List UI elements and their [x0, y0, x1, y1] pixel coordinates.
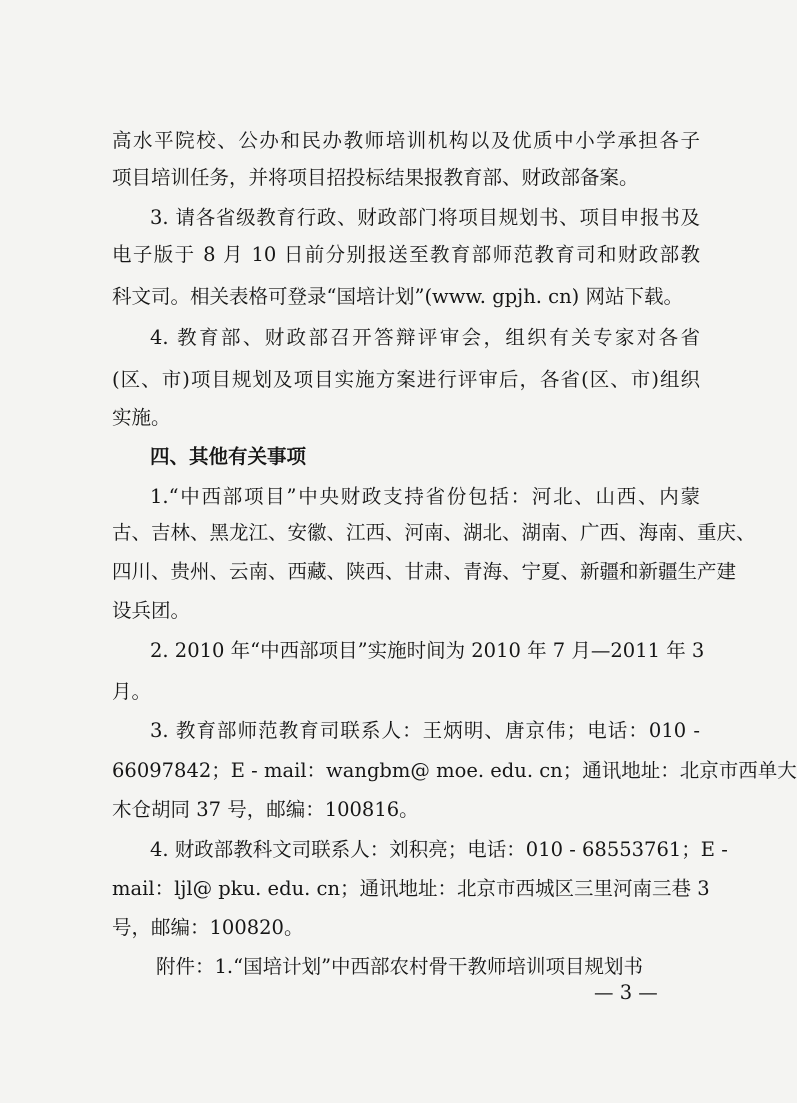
- text-line: mail：ljl@ pku. edu. cn；通讯地址：北京市西城区三里河南三巷 3: [112, 877, 710, 900]
- text-line: 4. 教育部、财政部召开答辩评审会，组织有关专家对各省: [150, 326, 700, 349]
- text-line: 66097842；E - mail：wangbm@ moe. edu. cn；通讯地址：北京市西单大: [112, 759, 797, 782]
- text-line: 电子版于 8 月 10 日前分别报送至教育部师范教育司和财政部教: [112, 243, 700, 266]
- section-heading: 四、其他有关事项: [150, 445, 307, 468]
- text-line: 4. 财政部教科文司联系人：刘积亮；电话：010 - 68553761；E -: [150, 838, 728, 861]
- text-line: (区、市)项目规划及项目实施方案进行评审后，各省(区、市)组织: [112, 368, 700, 391]
- text-line: 月。: [112, 680, 152, 703]
- text-line: 高水平院校、公办和民办教师培训机构以及优质中小学承担各子: [112, 129, 700, 152]
- text-line: 1.“中西部项目”中央财政支持省份包括：河北、山西、内蒙: [150, 485, 700, 508]
- attachment-line: 附件：1.“国培计划”中西部农村骨干教师培训项目规划书: [156, 955, 644, 978]
- text-line: 古、吉林、黑龙江、安徽、江西、河南、湖北、湖南、广西、海南、重庆、: [112, 521, 756, 544]
- text-line: 3. 教育部师范教育司联系人：王炳明、唐京伟；电话：010 -: [150, 719, 700, 742]
- text-line: 四川、贵州、云南、西藏、陕西、甘肃、青海、宁夏、新疆和新疆生产建: [112, 560, 737, 583]
- page-number: — 3 —: [594, 981, 658, 1004]
- text-line: 实施。: [112, 406, 171, 429]
- text-line: 设兵团。: [112, 599, 191, 622]
- text-line: 号，邮编：100820。: [112, 916, 304, 939]
- text-line: 3. 请各省级教育行政、财政部门将项目规划书、项目申报书及: [150, 206, 700, 229]
- text-line: 木仓胡同 37 号，邮编：100816。: [112, 798, 419, 821]
- text-line: 项目培训任务，并将项目招投标结果报教育部、财政部备案。: [112, 166, 639, 189]
- text-line: 科文司。相关表格可登录“国培计划”(www. gpjh. cn) 网站下载。: [112, 285, 683, 308]
- text-line: 2. 2010 年“中西部项目”实施时间为 2010 年 7 月—2011 年 3: [150, 639, 705, 662]
